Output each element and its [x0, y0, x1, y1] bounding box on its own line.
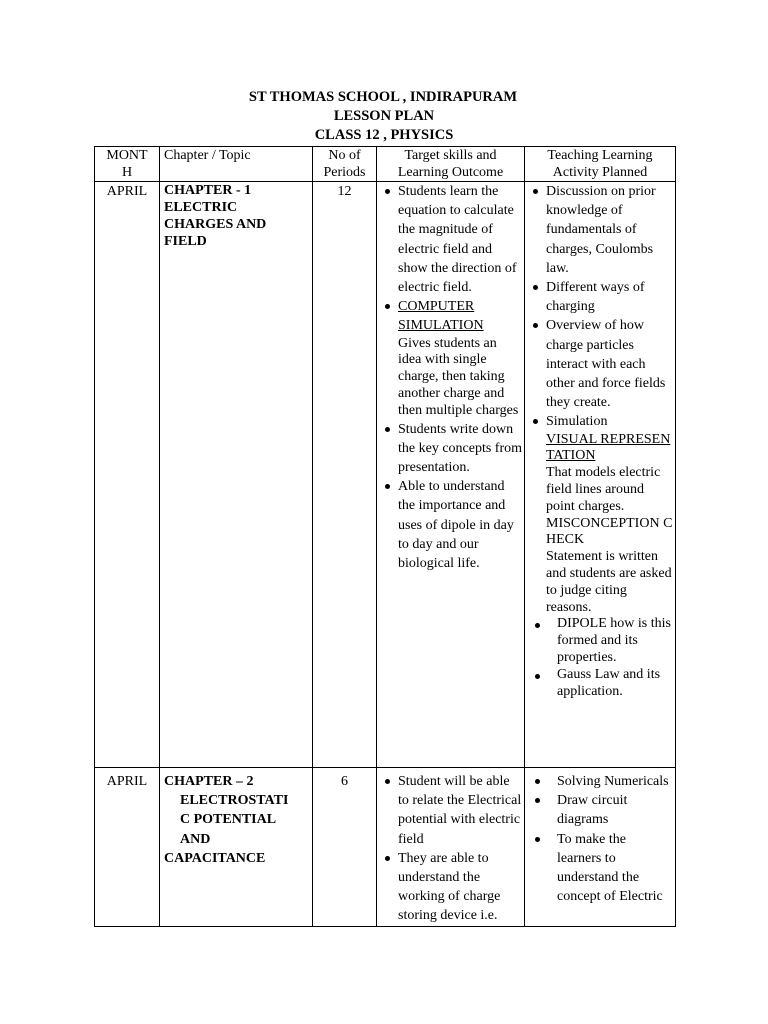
list-item: Discussion on prior knowledge of fundamentals of charges, Coulombs law.: [529, 182, 673, 278]
list-item: Solving Numericals: [529, 772, 673, 791]
header-target: Target skills and Learning Outcome: [377, 147, 525, 182]
chapter-cell: CHAPTER – 2 ELECTROSTATI C POTENTIAL AND CAPACITANCE: [160, 768, 313, 927]
list-item: COMPUTER SIMULATION Gives students an idea with single charge, then taking another charge and then multiple charges: [381, 297, 522, 419]
month-cell: APRIL: [95, 768, 160, 927]
list-item: Draw circuit diagrams: [529, 791, 673, 829]
teaching-cell: [525, 182, 676, 768]
list-item: They are able to understand the working of charge storing device i.e.: [381, 849, 522, 926]
list-item: Overview of how charge particles interact with each other and force fields they create.: [529, 316, 673, 412]
list-item: Students write down the key concepts from presentation.: [381, 420, 522, 478]
header-periods: No of Periods: [313, 147, 377, 182]
header-teaching: Teaching Learning Activity Planned: [525, 147, 676, 182]
list-item: Able to understand the importance and uses of dipole in day to day and our biological life.: [381, 477, 522, 573]
list-item: Student will be able to relate the Electrical potential with electric field: [381, 772, 522, 849]
list-item: Simulation VISUAL REPRESENTATION That models electric field lines around point charges. MISCONCEPTION CHECK Statement is written and students are asked to judge citing reasons.: [529, 412, 673, 616]
school-title: ST THOMAS SCHOOL , INDIRAPURAM: [248, 89, 518, 105]
periods-cell: 12: [313, 182, 377, 768]
list-item: Gauss Law and its application.: [529, 667, 673, 701]
class-title: CLASS 12 , PHYSICS: [314, 127, 454, 143]
list-item: Different ways of charging: [529, 278, 673, 316]
lesson-plan-title: LESSON PLAN: [333, 108, 435, 124]
lesson-plan-table: [94, 146, 676, 927]
list-item: DIPOLE how is this formed and its properties.: [529, 616, 673, 666]
teaching-cell: [525, 768, 676, 927]
list-item: To make the learners to understand the concept of Electric: [529, 830, 673, 907]
target-cell: [377, 182, 525, 768]
month-cell: APRIL: [95, 182, 160, 768]
header-month: MONT H: [95, 147, 160, 182]
table-row: [95, 768, 676, 927]
header-chapter: Chapter / Topic: [160, 147, 313, 182]
table-header-row: [95, 147, 676, 182]
periods-cell: 6: [313, 768, 377, 927]
table-row: [95, 182, 676, 768]
list-item: Students learn the equation to calculate the magnitude of electric field and show the direction of electric field.: [381, 182, 522, 297]
chapter-cell: CHAPTER - 1 ELECTRIC CHARGES AND FIELD: [160, 182, 313, 768]
target-cell: [377, 768, 525, 927]
